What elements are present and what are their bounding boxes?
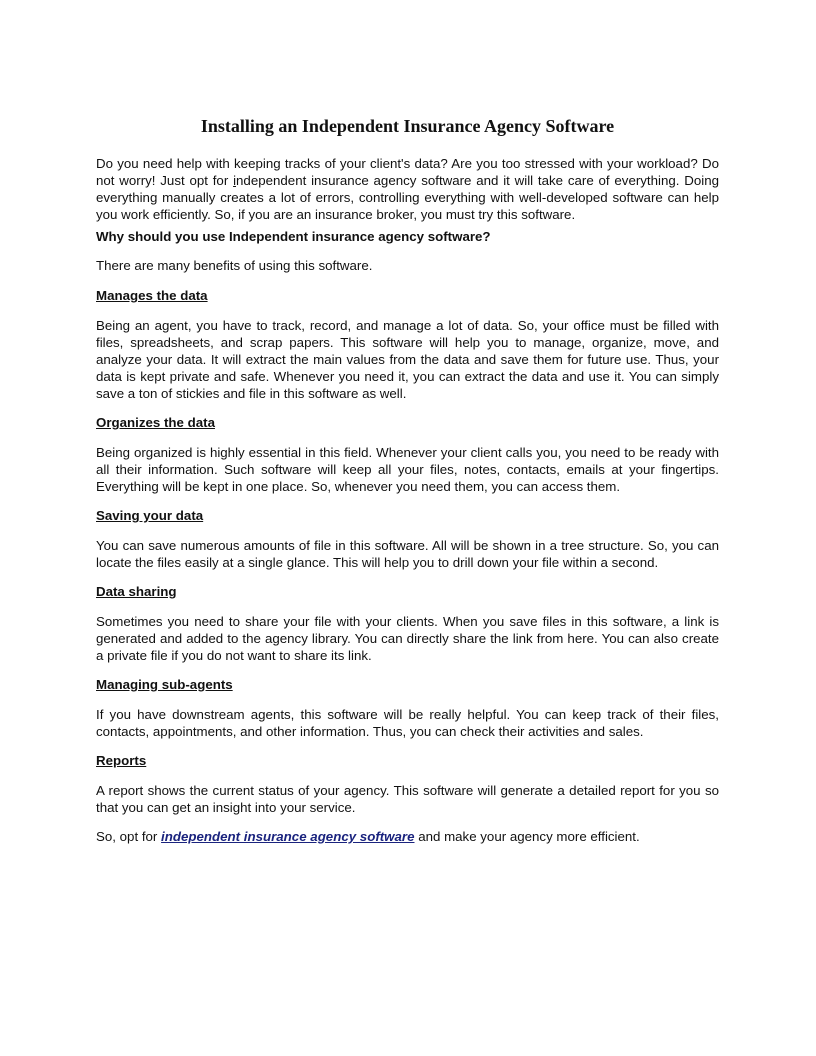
section-heading-organizes: Organizes the data — [96, 415, 215, 430]
section-heading-sharing: Data sharing — [96, 584, 177, 599]
section-body-reports: A report shows the current status of your agency. This software will generate a detailed report for you so that you can get an insight into your service. — [96, 783, 719, 815]
page-title: Installing an Independent Insurance Agency Software — [200, 116, 615, 136]
section-body-sharing: Sometimes you need to share your file with your clients. When you save files in this software, a link is generated and added to the agency library. You can directly share the link from here. You can also create a private file if you do not want to share its link. — [96, 614, 719, 663]
intro-text-i: i — [233, 173, 237, 188]
section-heading-subagents: Managing sub-agents — [96, 677, 233, 692]
section-body-subagents: If you have downstream agents, this software will be really helpful. You can keep track of their files, contacts, appointments, and other information. Thus, you can check their activities and sales. — [96, 707, 719, 739]
section-body-manages: Being an agent, you have to track, record, and manage a lot of data. So, your office must be filled with files, spreadsheets, and scrap papers. This software will help you to manage, organize, move, and analyze your data. It will extract the main values from the data and save them for future use. Thus, your data is kept private and safe. Whenever you need it, you can extract the data and use it. You can simply save a ton of stickies and file in this software as well. — [96, 318, 719, 401]
section-body-saving: You can save numerous amounts of file in this software. All will be shown in a tree structure. So, you can locate the files easily at a single glance. This will help you to drill down your file within a second. — [96, 538, 719, 570]
section-heading-saving: Saving your data — [96, 508, 204, 523]
closing-text-before: So, opt for — [96, 829, 162, 844]
intro-paragraph — [96, 155, 719, 223]
section-body-organizes: Being organized is highly essential in this field. Whenever your client calls you, you need to be ready with all their information. Such software will keep all your files, notes, contacts, emails at your fingertips. Everything will be kept in one place. So, whenever you need them, you can access them. — [96, 445, 719, 494]
section-heading-reports: Reports — [96, 753, 147, 768]
intro-text-after: ndependent insurance agency software and it will take care of everything. Doing everything manually creates a lot of errors, controlling everything with well-developed software can help you work efficiently. So, if you are an insurance broker, you must try this software. — [96, 173, 719, 222]
closing-paragraph — [96, 828, 719, 845]
question-heading: Why should you use Independent insurance agency software? — [96, 229, 491, 244]
closing-text-after: and make your agency more efficient. — [414, 829, 640, 844]
software-link[interactable]: independent insurance agency software — [161, 829, 415, 844]
intro-text-before: Do you need help with keeping tracks of your client's data? Are you too stressed with your workload? Do not worry! Just opt for — [96, 156, 719, 188]
lead-paragraph: There are many benefits of using this software. — [96, 258, 373, 273]
section-heading-manages: Manages the data — [96, 288, 208, 303]
